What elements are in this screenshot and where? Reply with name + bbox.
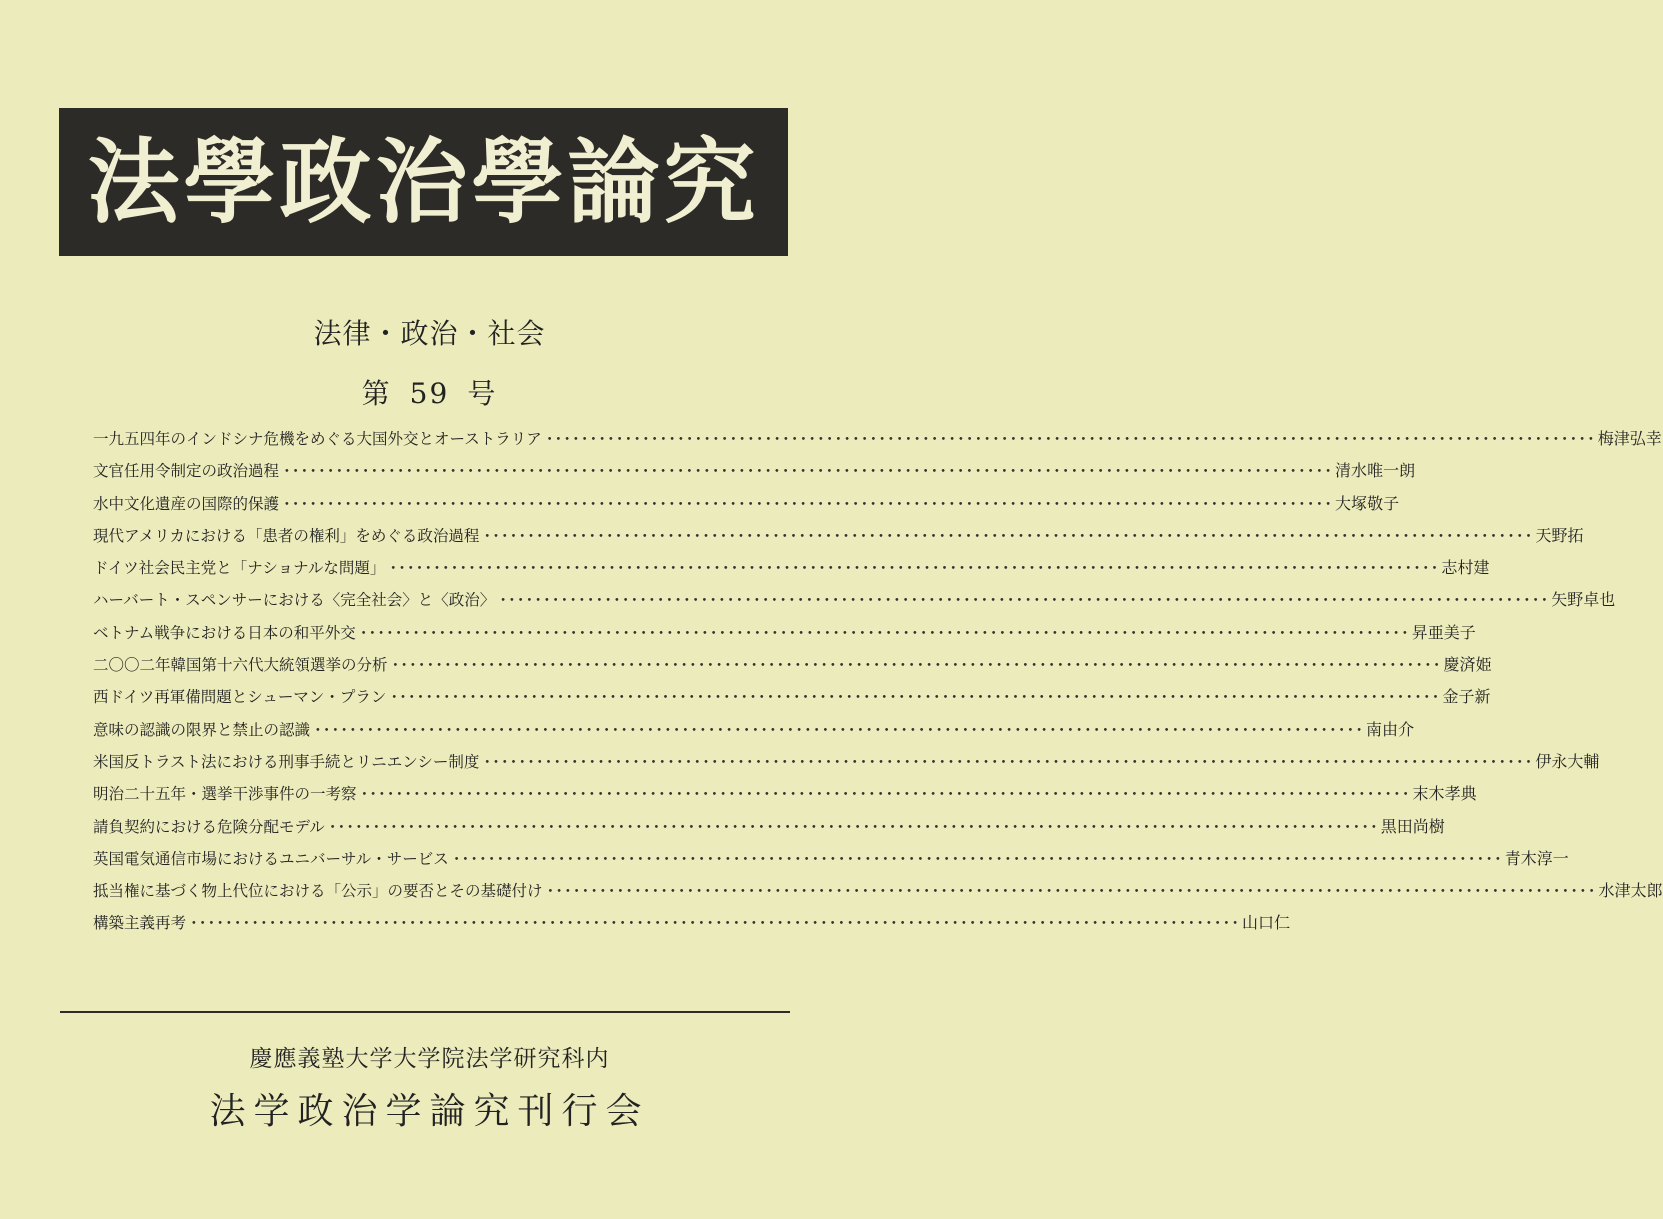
toc-leader-dots: ････････････････････････････････････････････････････････････････････････････････････････････････････････････････････････ (314, 720, 1365, 739)
toc-entry-author (1335, 458, 1415, 481)
toc-entry-author (1535, 523, 1583, 546)
toc-entry (93, 491, 1400, 523)
author-char: 姫 (1475, 655, 1492, 675)
author-char: 也 (1599, 590, 1616, 610)
author-char: 昇 (1411, 622, 1428, 642)
author-char: 村 (1457, 558, 1474, 578)
author-char: 仁 (1274, 913, 1291, 933)
toc-entry-title: 水中文化遺産の国際的保護 (93, 494, 280, 513)
toc-leader-dots: ････････････････････････････････････････････････････････････････････････････････････････････････････････････････････････ (328, 817, 1379, 836)
toc-entry (93, 523, 1584, 555)
toc-entry-title: 意味の認識の限界と禁止の認識 (93, 720, 311, 739)
issue-suffix: 号 (467, 377, 498, 410)
toc-entry-author (1598, 426, 1662, 449)
toc-leader-dots: ････････････････････････････････････････････････････････････････････････････････････････････････････････････････････････ (389, 559, 1440, 578)
toc-entry-title: 英国電気通信市場におけるユニバーサル・サービス (93, 849, 449, 868)
author-char: 塚 (1351, 493, 1368, 513)
toc-entry-author (1366, 717, 1414, 740)
author-char: 一朗 (1383, 461, 1416, 481)
author-char: 建 (1473, 558, 1490, 578)
toc-leader-dots: ････････････････････････････････････････････････････････････････････････････････････････････････････････････････････････ (483, 526, 1534, 545)
toc-entry (93, 620, 1476, 652)
author-char: 卓 (1583, 590, 1600, 610)
toc-entry-title: 文官任用令制定の政治過程 (93, 462, 280, 481)
toc-entry-author (1505, 846, 1569, 869)
journal-subtitle: 法律・政治・社会 (313, 317, 546, 350)
author-char: 樹 (1428, 816, 1445, 836)
toc-entry (93, 910, 1291, 942)
author-char: 済 (1459, 655, 1476, 675)
toc-entry-author (1335, 491, 1399, 514)
toc-leader-dots: ････････････････････････････････････････････････････････････････････････････････････････････････････････････････････････ (360, 785, 1411, 804)
author-char: 典 (1460, 784, 1477, 804)
author-char: 野 (1551, 525, 1568, 545)
toc-entry-author (1551, 587, 1615, 610)
author-char: 口 (1258, 913, 1275, 933)
author-char: 水 (1598, 881, 1615, 901)
toc-leader-dots: ････････････････････････････････････････････････････････････････････････････････････････････････････････････････････････ (452, 849, 1503, 868)
toc-entry (93, 426, 1662, 458)
toc-entry-author (1442, 684, 1490, 707)
issue-prefix: 第 (361, 377, 392, 410)
toc-entry (93, 814, 1445, 846)
author-char: 孝 (1444, 784, 1461, 804)
author-char: 津 (1614, 881, 1631, 901)
author-char: 唯 (1367, 461, 1384, 481)
toc-entry-author (1412, 620, 1476, 643)
toc-entry-author (1441, 555, 1489, 578)
toc-entry-title: 請負契約における危険分配モデル (93, 817, 325, 836)
toc-leader-dots: ････････････････････････････････････････････････････････････････････････････････････････････････････････････････････････ (483, 752, 1534, 771)
toc-entry (93, 878, 1663, 910)
author-char: 木 (1520, 848, 1537, 868)
author-char: 黒 (1380, 816, 1397, 836)
author-char: 青 (1504, 848, 1521, 868)
author-char: 山 (1242, 913, 1259, 933)
journal-title-banner (59, 108, 788, 256)
toc-entry-title: ベトナム戦争における日本の和平外交 (93, 623, 356, 642)
author-char: 田 (1396, 816, 1413, 836)
author-char: 輔 (1583, 751, 1600, 771)
toc-entry (93, 717, 1415, 749)
author-char: 由 (1382, 719, 1399, 739)
author-char: 志 (1441, 558, 1458, 578)
author-char: 慶 (1443, 655, 1460, 675)
author-char: 伊 (1535, 751, 1552, 771)
toc-entry-title: 西ドイツ再軍備問題とシューマン・プラン (93, 688, 387, 707)
toc-leader-dots: ････････････････････････････････････････････････････････････････････････････････････････････････････････････････････････ (546, 882, 1597, 901)
author-char: 幸 (1645, 429, 1662, 448)
toc-leader-dots: ････････････････････････････････････････････････････････････････････････････････････････････････････････････････････････ (390, 688, 1441, 707)
author-char: 永 (1551, 751, 1568, 771)
toc-entry-title: ドイツ社会民主党と「ナショナルな問題」 (93, 559, 386, 578)
author-char: 木 (1428, 784, 1445, 804)
publisher-affiliation: 慶應義塾大学大学院法学研究科内 (249, 1046, 610, 1072)
author-char: 淳 (1536, 848, 1553, 868)
publisher-name: 法学政治学論究刊行会 (209, 1091, 650, 1132)
author-char: 郎 (1646, 881, 1663, 901)
toc-entry (93, 781, 1477, 813)
divider (60, 1011, 790, 1013)
author-char: 介 (1398, 719, 1415, 739)
issue-number (0, 372, 859, 412)
author-char: 津 (1613, 429, 1630, 448)
toc-entry-title: 構築主義再考 (93, 914, 187, 933)
toc-leader-dots: ････････････････････････････････････････････････････････････････････････････････････････････････････････････････････････ (190, 914, 1241, 933)
issue-num: 59 (409, 377, 450, 410)
author-char: 水 (1351, 461, 1368, 481)
toc-entry-title: 米国反トラスト法における刑事手続とリニエンシー制度 (93, 752, 480, 771)
toc-entry (93, 587, 1616, 619)
toc-leader-dots: ････････････････････････････････････････････････････････････････････････････････････････････････････････････････････････ (283, 494, 1334, 513)
author-char: 南 (1366, 719, 1383, 739)
toc-leader-dots: ････････････････････････････････････････････････････････････････････････････････････････････････････････････････････････ (283, 462, 1334, 481)
author-char: 大 (1335, 493, 1352, 513)
toc-entry (93, 684, 1491, 716)
author-char: 拓 (1567, 525, 1584, 545)
toc-leader-dots: ････････････････････････････････････････････････････････････････････････････････････････････････････････････････････････ (391, 656, 1442, 675)
author-char: 金 (1442, 687, 1459, 707)
toc-entry-author (1413, 781, 1477, 804)
author-char: 梅 (1597, 429, 1614, 448)
author-char: 新 (1474, 687, 1491, 707)
author-char: 弘 (1629, 429, 1646, 448)
toc-entry-author (1242, 910, 1290, 933)
toc-entry-author (1535, 749, 1599, 772)
toc-entry-author (1444, 652, 1492, 675)
author-char: 敬 (1367, 493, 1384, 513)
journal-title: 法學政治學論究 (87, 128, 760, 236)
toc-leader-dots: ････････････････････････････････････････････････････････････････････････････････････････････････････････････････････････ (499, 591, 1550, 610)
toc-entry (93, 458, 1416, 490)
author-char: 天 (1535, 525, 1552, 545)
author-char: 子 (1383, 493, 1400, 513)
toc-leader-dots: ････････････････････････････････････････････････････････････････････････････････････････････････････････････････････････ (359, 623, 1410, 642)
toc-entry-author (1381, 814, 1445, 837)
toc-entry-title: 抵当権に基づく物上代位における「公示」の要否とその基礎付け (93, 882, 543, 901)
author-char: 矢 (1551, 590, 1568, 610)
author-char: 末 (1412, 784, 1429, 804)
toc-entry-title: 明治二十五年・選挙干渉事件の一考察 (93, 785, 357, 804)
toc-entry-author (1599, 878, 1663, 901)
author-char: 亜 (1427, 622, 1444, 642)
author-char: 子 (1458, 687, 1475, 707)
author-char: 清 (1335, 461, 1352, 481)
toc-entry (93, 749, 1600, 781)
author-char: 大 (1567, 751, 1584, 771)
toc-entry (93, 555, 1490, 587)
toc-leader-dots: ････････････････････････････････････････････････････････････････････････････････････････････････････････････････････････ (545, 430, 1596, 448)
toc-entry (93, 652, 1492, 684)
table-of-contents (93, 426, 1663, 943)
author-char: 美子 (1443, 622, 1476, 642)
toc-entry-title: 現代アメリカにおける「患者の権利」をめぐる政治過程 (93, 526, 480, 545)
author-char: 尚 (1412, 816, 1429, 836)
toc-entry-title: 二〇〇二年韓国第十六代大統領選挙の分析 (93, 656, 388, 675)
toc-entry (93, 846, 1569, 878)
author-char: 一 (1552, 848, 1569, 868)
author-char: 野 (1567, 590, 1584, 610)
toc-entry-title: 一九五四年のインドシナ危機をめぐる大国外交とオーストラリア (93, 430, 542, 448)
toc-entry-title: ハーバート・スペンサーにおける〈完全社会〉と〈政治〉 (93, 591, 496, 610)
author-char: 太 (1630, 881, 1647, 901)
